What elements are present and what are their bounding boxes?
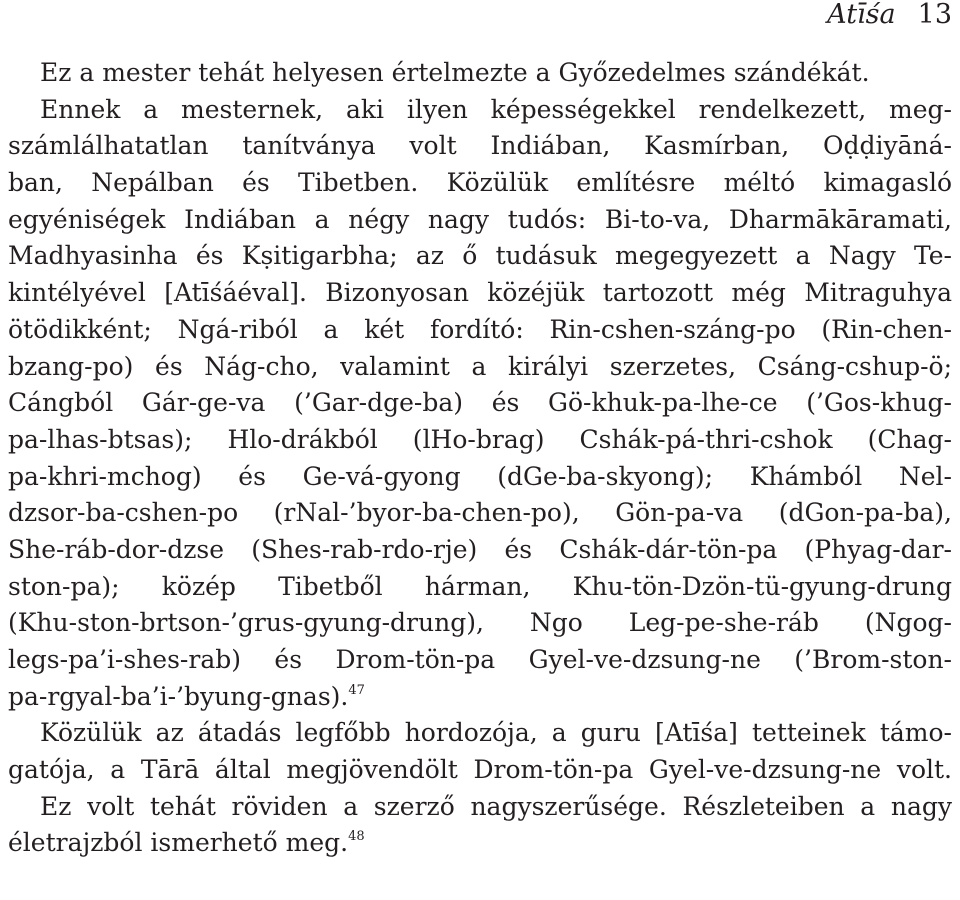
text-line: Ennek a mesternek, aki ilyen képességekkel rendelkezett, meg- [40, 94, 952, 124]
text-line: egyéniségek Indiában a négy nagy tudós: Bi-to-va, Dharmākāramati, [8, 204, 952, 234]
text-line: Cángból Gár-ge-va (’Gar-dge-ba) és Gö-khuk-pa-lhe-ce (’Gos-khug- [8, 388, 952, 418]
text-line: számlálhatatlan tanítványa volt Indiában, Kasmírban, Oḍḍiyāná- [8, 131, 952, 161]
running-title: Atīśa [827, 0, 896, 30]
footnote-ref[interactable]: 48 [348, 829, 365, 845]
text-line: (Khu-ston-brtson-’grus-gyung-drung), Ngo Leg-pe-she-ráb (Ngog- [8, 608, 952, 638]
text-line [8, 679, 952, 716]
body-text [8, 55, 952, 862]
text-line [8, 825, 952, 862]
text-line: ston-pa); közép Tibetből hárman, Khu-tön-Dzön-tü-gyung-drung [8, 571, 952, 601]
text-line: gatója, a Tārā által megjövendölt Drom-tön-pa Gyel-ve-dzsung-ne volt. [8, 755, 952, 785]
text-line-content: életrajzból ismerhető meg. [8, 828, 349, 858]
text-line: Ez volt tehát röviden a szerző nagyszerűsége. Részleteiben a nagy [40, 791, 952, 821]
text-line: bzang-po) és Nág-cho, valamint a királyi szerzetes, Csáng-cshup-ö; [8, 351, 952, 381]
text-line: kintélyével [Atīśáéval]. Bizonyosan közéjük tartozott még Mitraguhya [8, 278, 952, 308]
text-line-content: pa-rgyal-ba’i-’byung-gnas). [8, 681, 349, 711]
text-line: ötödikként; Ngá-riból a két fordító: Rin-cshen-száng-po (Rin-chen- [8, 314, 952, 344]
text-line: legs-pa’i-shes-rab) és Drom-tön-pa Gyel-ve-dzsung-ne (’Brom-ston- [8, 645, 952, 674]
text-line: ban, Nepálban és Tibetben. Közülük említésre méltó kimagasló [8, 168, 952, 198]
footnote-ref[interactable]: 47 [348, 682, 365, 698]
text-line: Közülük az átadás legfőbb hordozója, a guru [Atīśa] tetteinek támo- [40, 718, 952, 748]
text-line: Ez a mester tehát helyesen értelmezte a Győzedelmes szándékát. [40, 58, 870, 87]
text-line: She-ráb-dor-dzse (Shes-rab-rdo-rje) és Cshák-dár-tön-pa (Phyag-dar- [8, 534, 952, 564]
page-number: 13 [917, 0, 952, 30]
running-header [827, 0, 952, 30]
text-line: dzsor-ba-cshen-po (rNal-’byor-ba-chen-po), Gön-pa-va (dGon-pa-ba), [8, 498, 952, 528]
text-line: pa-lhas-btsas); Hlo-drákból (lHo-brag) Cshák-pá-thri-cshok (Chag- [8, 424, 952, 454]
text-line: Madhyasinha és Kṣitigarbha; az ő tudásuk megegyezett a Nagy Te- [8, 241, 952, 271]
text-line: pa-khri-mchog) és Ge-vá-gyong (dGe-ba-skyong); Khámból Nel- [8, 461, 952, 491]
